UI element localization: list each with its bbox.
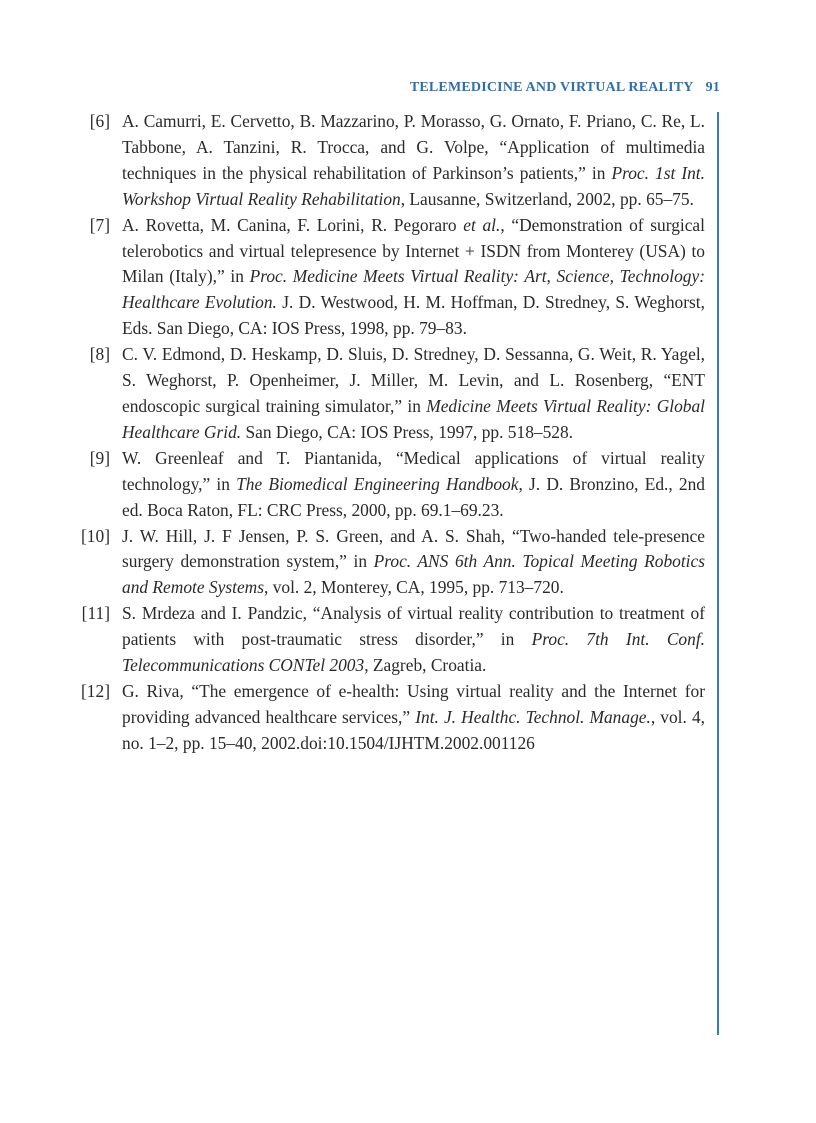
page-number: 91 [705, 80, 720, 95]
reference-text [122, 446, 705, 524]
reference-entry [78, 601, 705, 679]
reference-text-segment: , vol. 4, no. 1–2, pp. 15–40, 2002.doi:10.1504/IJHTM.2002.001126 [122, 706, 705, 753]
reference-entry [78, 213, 705, 343]
reference-source-title: Proc. ANS 6th Ann. Topical Meeting Robotics and Remote Systems [122, 551, 705, 598]
reference-number: [10] [81, 525, 110, 546]
reference-text-segment: , J. D. Bronzino, Ed., 2nd ed. Boca Raton, FL: CRC Press, 2000, pp. 69.1–69.23. [122, 473, 705, 520]
reference-number: [11] [81, 603, 110, 624]
reference-entry [78, 109, 705, 213]
reference-entry [78, 342, 705, 446]
reference-text-segment: , Lausanne, Switzerland, 2002, pp. 65–75. [400, 188, 694, 209]
reference-text [122, 342, 705, 446]
reference-number: [8] [89, 344, 110, 365]
reference-text-segment: C. V. Edmond, D. Heskamp, D. Sluis, D. Stredney, D. Sessanna, G. Weit, R. Yagel, S. Weghorst, P. Openheimer, J. Miller, M. Levin, and L. Rosenberg, “ENT endoscopic surgical training simulator,” in [122, 344, 705, 416]
reference-number: [7] [89, 214, 110, 235]
reference-text-segment: , Zagreb, Croatia. [364, 655, 487, 676]
reference-number: [12] [81, 680, 110, 701]
reference-text-segment: G. Riva, “The emergence of e-health: Using virtual reality and the Internet for providing advanced healthcare services,” [122, 680, 705, 727]
reference-source-title: Proc. 7th Int. Conf. Telecommunications CONTel 2003 [122, 629, 706, 676]
reference-list [78, 109, 705, 757]
reference-entry [78, 524, 705, 602]
reference-text [122, 679, 705, 757]
reference-text-segment: S. Mrdeza and I. Pandzic, “Analysis of virtual reality contribution to treatment of patients with post-traumatic stress disorder,” in [122, 603, 705, 650]
running-title: TELEMEDICINE AND VIRTUAL REALITY [409, 80, 694, 95]
reference-source-title: Proc. 1st Int. Workshop Virtual Reality Rehabilitation [122, 162, 705, 209]
reference-text-segment: J. D. Westwood, H. M. Hoffman, D. Stredney, S. Weghorst, Eds. San Diego, CA: IOS Press, 1998, pp. 79–83. [122, 292, 705, 339]
reference-entry [78, 446, 705, 524]
reference-text-segment: , vol. 2, Monterey, CA, 1995, pp. 713–720. [264, 577, 564, 598]
reference-text-segment: , “Demonstration of surgical telerobotics and virtual telepresence by Internet + ISDN from Monterey (USA) to Milan (Italy),” in [122, 214, 705, 287]
reference-text-segment: A. Rovetta, M. Canina, F. Lorini, R. Pegoraro [122, 214, 464, 235]
reference-text-segment: W. Greenleaf and T. Piantanida, “Medical applications of virtual reality technology,” in [122, 447, 705, 494]
reference-text [122, 109, 705, 213]
reference-source-title: Proc. Medicine Meets Virtual Reality: Art, Science, Technology: Healthcare Evolution. [122, 266, 705, 313]
reference-source-title: Int. J. Healthc. Technol. Manage. [415, 706, 651, 727]
reference-text [122, 213, 705, 343]
reference-text-segment: San Diego, CA: IOS Press, 1997, pp. 518–528. [241, 421, 574, 442]
reference-number: [6] [89, 111, 110, 131]
reference-text [122, 601, 705, 679]
reference-source-title: Medicine Meets Virtual Reality: Global Healthcare Grid. [122, 395, 705, 442]
reference-text-segment: J. W. Hill, J. F Jensen, P. S. Green, and A. S. Shah, “Two-handed tele-presence surgery demonstration system,” in [122, 525, 705, 572]
running-header [410, 80, 720, 96]
margin-rule [717, 112, 719, 1035]
reference-text-segment: A. Camurri, E. Cervetto, B. Mazzarino, P. Morasso, G. Ornato, F. Priano, C. Re, L. Tabbone, A. Tanzini, R. Trocca, and G. Volpe, “Application of multimedia techniques in the physical rehabilitation of Parkinson’s patients,” in [122, 111, 705, 183]
reference-number: [9] [89, 447, 110, 468]
reference-text [122, 524, 705, 602]
reference-source-title: The Biomedical Engineering Handbook [236, 473, 519, 494]
reference-source-title: et al. [463, 214, 501, 235]
reference-entry [78, 679, 705, 757]
